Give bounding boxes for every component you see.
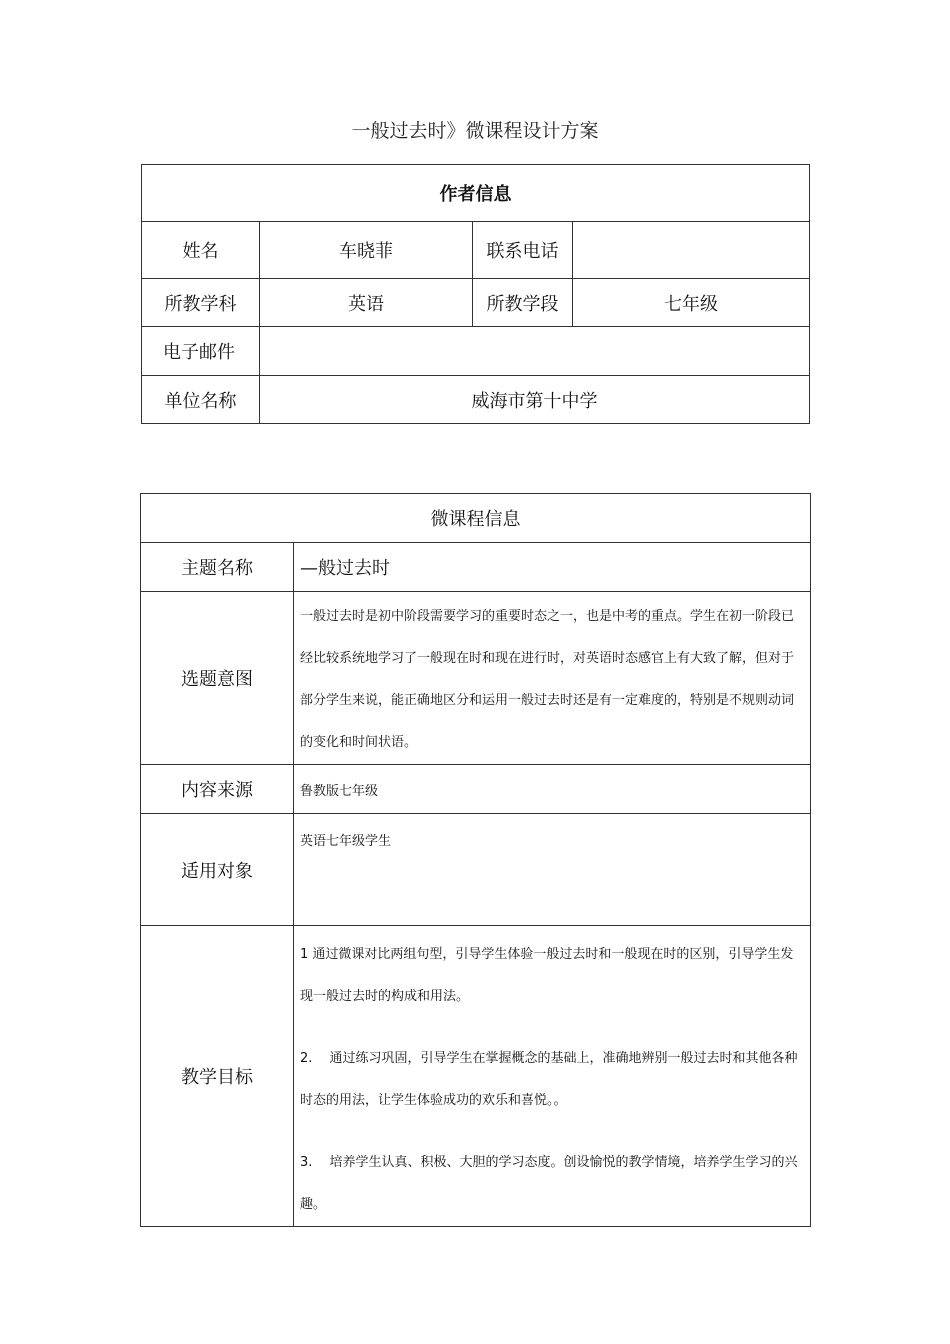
goal-item-1: 1 通过微课对比两组句型，引导学生体验一般过去时和一般现在时的区别，引导学生发现一般过去时的构成和用法。 [300, 947, 794, 1004]
org-value: 威海市第十中学 [260, 376, 810, 424]
name-label: 姓名 [142, 222, 260, 279]
purpose-label: 选题意图 [141, 592, 294, 765]
phone-value [573, 222, 810, 279]
goal-item-3: 3. 培养学生认真、积极、大胆的学习态度。创设愉悦的教学情境，培养学生学习的兴趣。 [300, 1155, 798, 1212]
topic-value: —般过去时 [294, 543, 811, 592]
goals-content [294, 926, 811, 1227]
goal-item-2: 2. 通过练习巩固，引导学生在掌握概念的基础上，准确地辨别一般过去时和其他各种时态的用法，让学生体验成功的欢乐和喜悦。。 [300, 1051, 798, 1108]
name-value: 车晓菲 [260, 222, 473, 279]
email-label: 电子邮件 [142, 327, 260, 376]
topic-label: 主题名称 [141, 543, 294, 592]
author-info-header: 作者信息 [142, 165, 810, 222]
course-info-table [140, 493, 811, 1227]
goals-label: 教学目标 [141, 926, 294, 1227]
grade-value: 七年级 [573, 279, 810, 327]
subject-label: 所教学科 [142, 279, 260, 327]
org-label: 单位名称 [142, 376, 260, 424]
audience-value: 英语七年级学生 [294, 814, 811, 926]
audience-label: 适用对象 [141, 814, 294, 926]
source-value: 鲁教版七年级 [294, 765, 811, 814]
source-label: 内容来源 [141, 765, 294, 814]
course-info-header: 微课程信息 [141, 494, 811, 543]
phone-label: 联系电话 [473, 222, 573, 279]
document-title: 一般过去时》微课程设计方案 [351, 120, 599, 142]
grade-label: 所教学段 [473, 279, 573, 327]
email-value [260, 327, 810, 376]
subject-value: 英语 [260, 279, 473, 327]
author-info-table [141, 164, 810, 424]
purpose-value: 一般过去时是初中阶段需要学习的重要时态之一，也是中考的重点。学生在初一阶段已经比较系统地学习了一般现在时和现在进行时，对英语时态感官上有大致了解，但对于部分学生来说，能正确地区分和运用一般过去时还是有一定难度的，特别是不规则动词的变化和时间状语。 [294, 592, 811, 765]
